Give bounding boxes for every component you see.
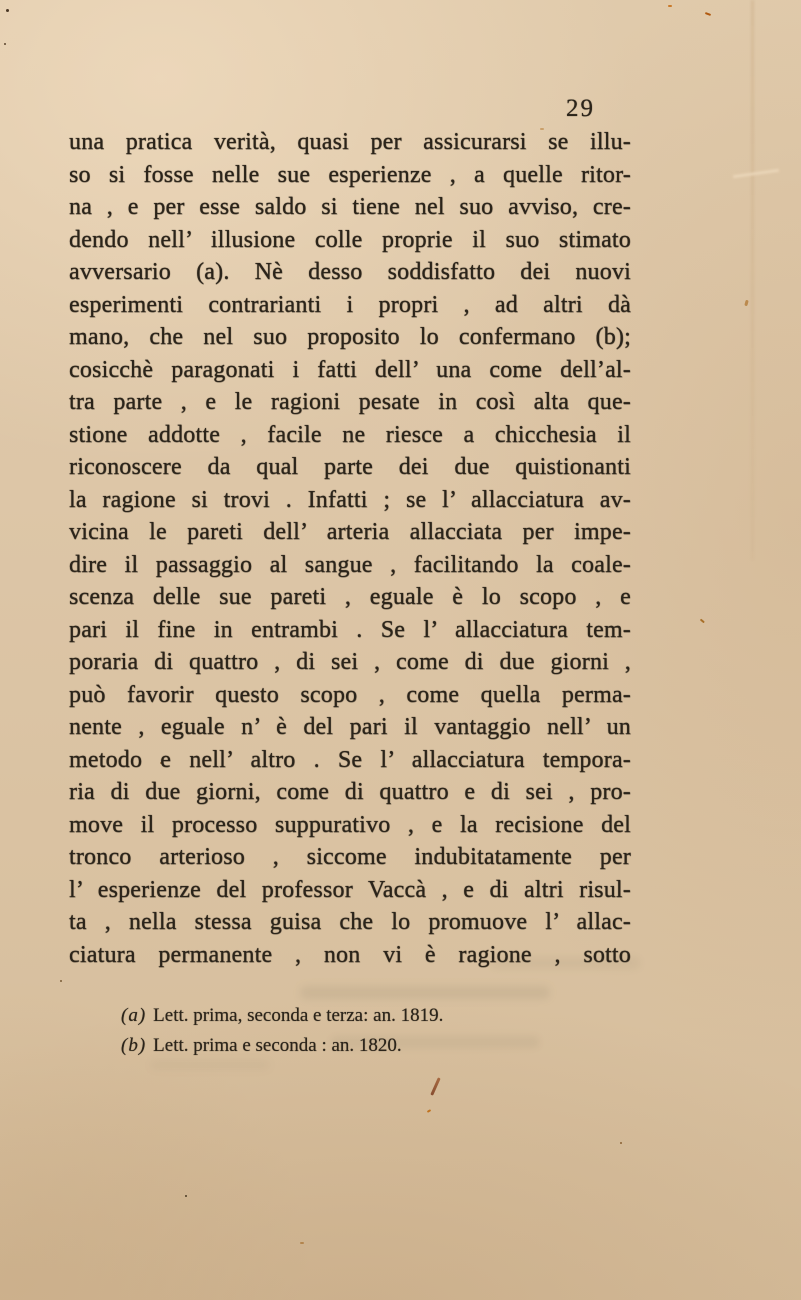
footnotes <box>121 1001 581 1061</box>
text-line: so si fosse nelle sue esperienze , a quelle ritor- <box>69 161 631 188</box>
paper-speck <box>185 1195 187 1197</box>
text-line: vicina le pareti dell’ arteria allacciata per impe- <box>69 519 631 545</box>
paper-speck <box>60 980 62 982</box>
text-line: move il processo suppurativo , e la recisione del <box>69 811 631 838</box>
paper-speck <box>4 43 6 45</box>
text-line: stione addotte , facile ne riesce a chicchesia il <box>69 421 631 448</box>
paper-speck <box>705 12 711 16</box>
text-line: può favorir questo scopo , come quella perma- <box>69 681 631 708</box>
text-line: dire il passaggio al sangue , facilitando la coale- <box>69 551 631 578</box>
text-line: ta , nella stessa guisa che lo promuove l’ allac- <box>69 909 631 935</box>
ink-mark <box>430 1077 440 1096</box>
footnote-b-text: Lett. prima e seconda : an. 1820. <box>153 1035 402 1056</box>
paper-scratch <box>733 169 779 178</box>
footnote-a <box>121 1001 581 1031</box>
text-line: pari il fine in entrambi . Se l’ allacciatura tem- <box>69 616 631 643</box>
text-line: avversario (a). Nè desso soddisfatto dei nuovi <box>69 259 631 285</box>
text-line: esperimenti contrarianti i propri , ad altri dà <box>69 291 631 318</box>
paper-speck <box>700 619 705 623</box>
text-line: poraria di quattro , di sei , come di due giorni , <box>69 649 631 675</box>
text-line: na , e per esse saldo si tiene nel suo avviso, cre- <box>69 194 631 220</box>
paper-speck <box>668 5 672 7</box>
text-line: dendo nell’ illusione colle proprie il suo stimato <box>69 226 631 253</box>
text-line: ciatura permanente , non vi è ragione , sotto <box>69 941 631 968</box>
text-line: metodo e nell’ altro . Se l’ allacciatura tempora- <box>69 746 631 773</box>
paper-crease <box>751 0 754 560</box>
text-line: ria di due giorni, come di quattro e di sei , pro- <box>69 779 631 805</box>
text-line: scenza delle sue pareti , eguale è lo scopo , e <box>69 584 631 610</box>
showthrough-smudge <box>300 986 550 999</box>
text-line: cosicchè paragonati i fatti dell’ una come dell’al- <box>69 356 631 383</box>
text-line: tronco arterioso , siccome indubitatamente per <box>69 844 631 870</box>
text-line: tra parte , e le ragioni pesate in così alta que- <box>69 389 631 415</box>
body-text <box>69 126 631 971</box>
page-number: 29 <box>566 95 595 122</box>
text-line: una pratica verità, quasi per assicurarsi se illu- <box>69 129 631 155</box>
paper-speck <box>6 9 9 12</box>
footnote-b-marker: (b) <box>121 1035 147 1056</box>
paper-speck <box>744 300 748 307</box>
paper-speck <box>620 1142 622 1144</box>
text-line: l’ esperienze del professor Vaccà , e di altri risul- <box>69 876 631 903</box>
footnote-a-marker: (a) <box>121 1005 147 1026</box>
footnote-a-text: Lett. prima, seconda e terza: an. 1819. <box>153 1005 444 1026</box>
paper-speck <box>300 1242 304 1244</box>
text-line: mano, che nel suo proposito lo confermano (b); <box>69 324 631 350</box>
text-line: nente , eguale n’ è del pari il vantaggio nell’ un <box>69 714 631 740</box>
text-line: riconoscere da qual parte dei due quistionanti <box>69 454 631 480</box>
paper-speck <box>427 1109 431 1113</box>
footnote-b <box>121 1031 581 1061</box>
text-line: la ragione si trovi . Infatti ; se l’ allacciatura av- <box>69 486 631 513</box>
showthrough-smudge <box>150 1060 270 1070</box>
